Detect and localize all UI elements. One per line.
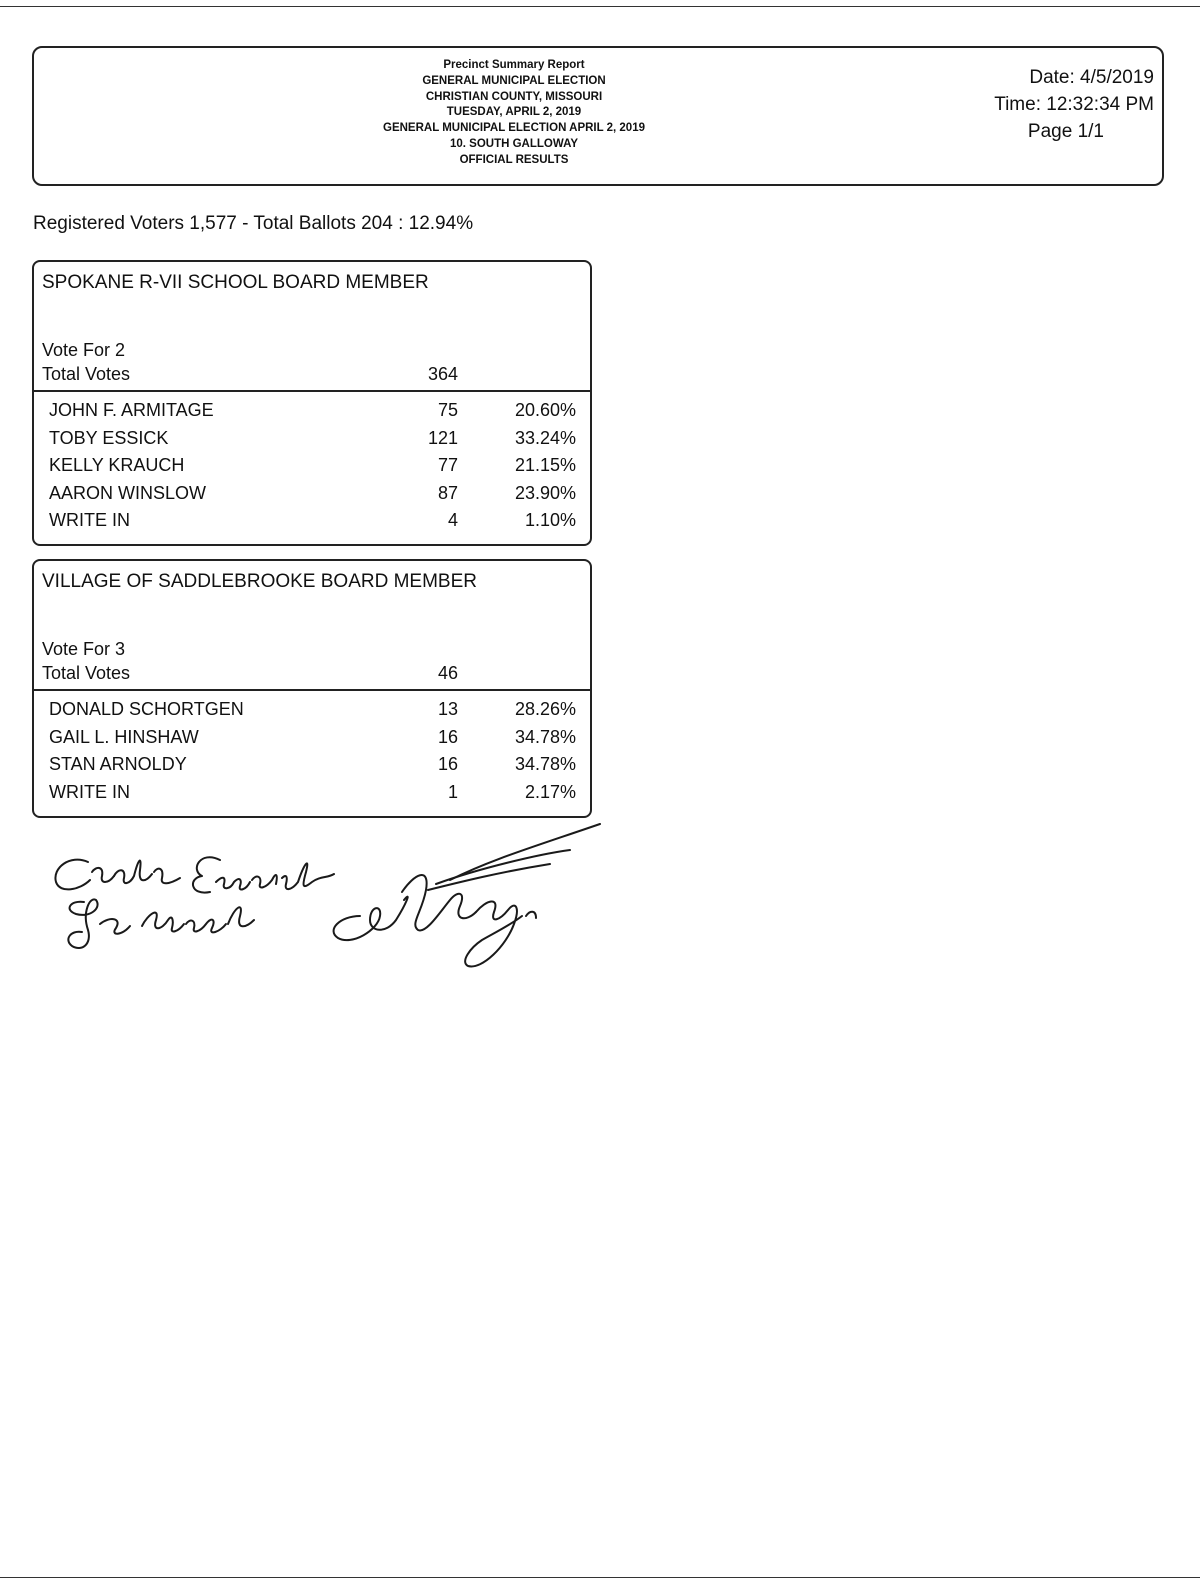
candidate-name: WRITE IN — [49, 781, 130, 802]
precinct-name: 10. SOUTH GALLOWAY — [449, 137, 578, 150]
candidate-list — [34, 699, 590, 809]
candidate-list — [34, 400, 590, 538]
candidate-votes: 16 — [437, 726, 458, 747]
candidate-percent: 20.60% — [514, 400, 576, 420]
bottom-rule — [0, 1577, 1200, 1578]
candidate-percent: 2.17% — [524, 781, 576, 802]
turnout-summary: Registered Voters 1,577 - Total Ballots 204 : 12.94% — [33, 213, 474, 234]
candidate-row — [34, 727, 590, 755]
candidate-percent: 1.10% — [524, 510, 576, 530]
candidate-percent: 34.78% — [514, 754, 576, 774]
election-full-name: GENERAL MUNICIPAL ELECTION APRIL 2, 2019 — [383, 122, 645, 135]
candidate-votes: 1 — [447, 781, 458, 802]
total-votes-label: Total Votes — [42, 663, 131, 683]
candidate-row — [34, 428, 590, 456]
contest-school-board — [32, 260, 592, 546]
candidate-name: JOHN F. ARMITAGE — [49, 400, 214, 420]
candidate-votes: 75 — [437, 400, 458, 420]
candidate-percent: 21.15% — [514, 455, 576, 475]
candidate-percent: 28.26% — [514, 699, 576, 719]
total-votes-label: Total Votes — [42, 364, 131, 384]
report-meta — [934, 64, 1154, 145]
candidate-votes: 13 — [437, 699, 458, 719]
candidate-votes: 121 — [427, 427, 458, 448]
candidate-name: TOBY ESSICK — [49, 427, 169, 448]
candidate-votes: 77 — [437, 455, 458, 475]
total-votes-value: 46 — [437, 663, 458, 683]
candidate-name: KELLY KRAUCH — [49, 455, 185, 475]
top-rule — [0, 6, 1200, 7]
candidate-name: AARON WINSLOW — [49, 482, 207, 503]
candidate-row — [34, 510, 590, 538]
report-time: Time: 12:32:34 PM — [994, 94, 1154, 115]
report-title-block — [274, 58, 754, 169]
vote-for: Vote For 2 — [42, 340, 126, 360]
candidate-name: GAIL L. HINSHAW — [49, 726, 199, 747]
candidate-row — [34, 400, 590, 428]
candidate-votes: 4 — [447, 510, 458, 530]
page-number: Page 1/1 — [1027, 121, 1104, 142]
candidate-row — [34, 483, 590, 511]
report-date: Date: 4/5/2019 — [1029, 67, 1154, 88]
vote-for: Vote For 3 — [42, 639, 126, 659]
candidate-row — [34, 754, 590, 782]
county-name: CHRISTIAN COUNTY, MISSOURI — [425, 90, 603, 103]
candidate-name: WRITE IN — [49, 510, 130, 530]
total-votes-value: 364 — [427, 364, 458, 384]
divider — [34, 689, 590, 691]
results-status: OFFICIAL RESULTS — [459, 153, 569, 166]
candidate-percent: 33.24% — [514, 427, 576, 448]
candidate-name: DONALD SCHORTGEN — [49, 699, 244, 719]
candidate-row — [34, 455, 590, 483]
candidate-row — [34, 699, 590, 727]
candidate-percent: 34.78% — [514, 726, 576, 747]
candidate-name: STAN ARNOLDY — [49, 754, 187, 774]
contest-title: VILLAGE OF SADDLEBROOKE BOARD MEMBER — [42, 571, 477, 592]
candidate-votes: 16 — [437, 754, 458, 774]
contest-village-board — [32, 559, 592, 818]
candidate-votes: 87 — [437, 482, 458, 503]
divider — [34, 390, 590, 392]
signature-strokes — [55, 824, 600, 966]
contest-title: SPOKANE R-VII SCHOOL BOARD MEMBER — [42, 272, 429, 293]
candidate-row — [34, 782, 590, 810]
election-name: GENERAL MUNICIPAL ELECTION — [422, 74, 606, 87]
report-header — [32, 46, 1164, 186]
election-date: TUESDAY, APRIL 2, 2019 — [446, 106, 582, 119]
signatures — [30, 820, 610, 980]
candidate-percent: 23.90% — [514, 482, 576, 503]
report-title: Precinct Summary Report — [443, 59, 585, 71]
